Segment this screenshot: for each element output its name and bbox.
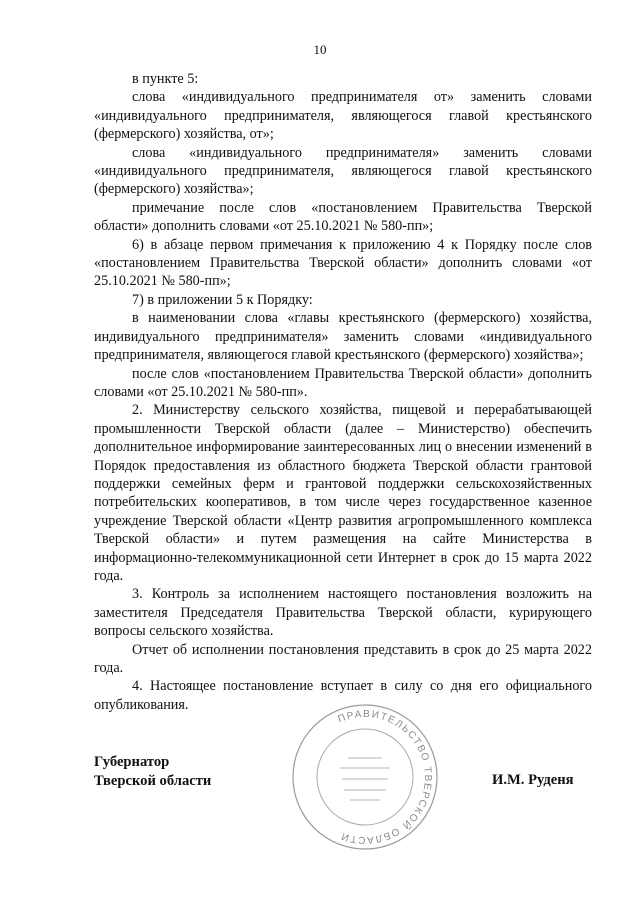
signatory-title: [94, 753, 211, 791]
page-number: 10: [313, 42, 327, 57]
paragraph: Отчет об исполнении постановления представить в срок до 25 марта 2022 года.: [94, 641, 592, 676]
paragraph: 2. Министерству сельского хозяйства, пищевой и перерабатывающей промышленности Тверской области (далее – Министерство) обеспечить дополнительное информирование заинтересованных лиц о внесении изменений в Порядок предоставления из областного бюджета Тверской области грантовой поддержки семейных ферм и грантовой поддержки сельскохозяйственных потребительских кооперативов, в том числе через государственное казенное учреждение Тверской области «Центр развития агропромышленного комплекса Тверской области» и путем размещения на сайте Министерства в информационно-телекоммуникационной сети Интернет в срок до 15 марта 2022 года.: [94, 402, 592, 584]
seal-inner-ring: [317, 729, 413, 825]
seal-text: ПРАВИТЕЛЬСТВО ТВЕРСКОЙ ОБЛАСТИ: [336, 708, 434, 846]
paragraph: после слов «постановлением Правительства Тверской области» дополнить словами «от 25.10.2021 № 580-пп».: [94, 365, 592, 400]
seal-center-lines: [340, 758, 390, 800]
signatory-title-line-2: Тверской области: [94, 773, 212, 789]
signatory-title-line-1: Губернатор: [94, 754, 170, 770]
signatory-name: И.М. Руденя: [492, 772, 574, 788]
official-seal: [290, 702, 440, 852]
document-body: [94, 70, 592, 714]
paragraph: примечание после слов «постановлением Правительства Тверской области» дополнить словами «от 25.10.2021 № 580-пп»;: [94, 199, 592, 235]
paragraph: в пункте 5:: [132, 71, 199, 87]
paragraph: слова «индивидуального предпринимателя» заменить словами «индивидуального предпринимателя, являющегося главой крестьянского (фермерского) хозяйства»;: [94, 144, 592, 198]
seal-outer-ring: [293, 705, 437, 849]
paragraph: 6) в абзаце первом примечания к приложению 4 к Порядку после слов «постановлением Правительства Тверской области» дополнить словами «от 25.10.2021 № 580-пп»;: [94, 236, 592, 290]
paragraph: слова «индивидуального предпринимателя от» заменить словами «индивидуального предпринимателя, являющегося главой крестьянского (фермерского) хозяйства, от»;: [94, 89, 592, 143]
paragraph: 4. Настоящее постановление вступает в силу со дня его официального опубликования.: [94, 678, 592, 713]
paragraph: 7) в приложении 5 к Порядку:: [132, 291, 313, 308]
paragraph: в наименовании слова «главы крестьянского (фермерского) хозяйства, индивидуального предпринимателя» заменить словами «индивидуального предпринимателя, являющегося главой крестьянского (фермерского) хозяйства»;: [94, 310, 592, 364]
paragraph: 3. Контроль за исполнением настоящего постановления возложить на заместителя Председателя Правительства Тверской области, курирующего вопросы сельского хозяйства.: [94, 586, 592, 640]
